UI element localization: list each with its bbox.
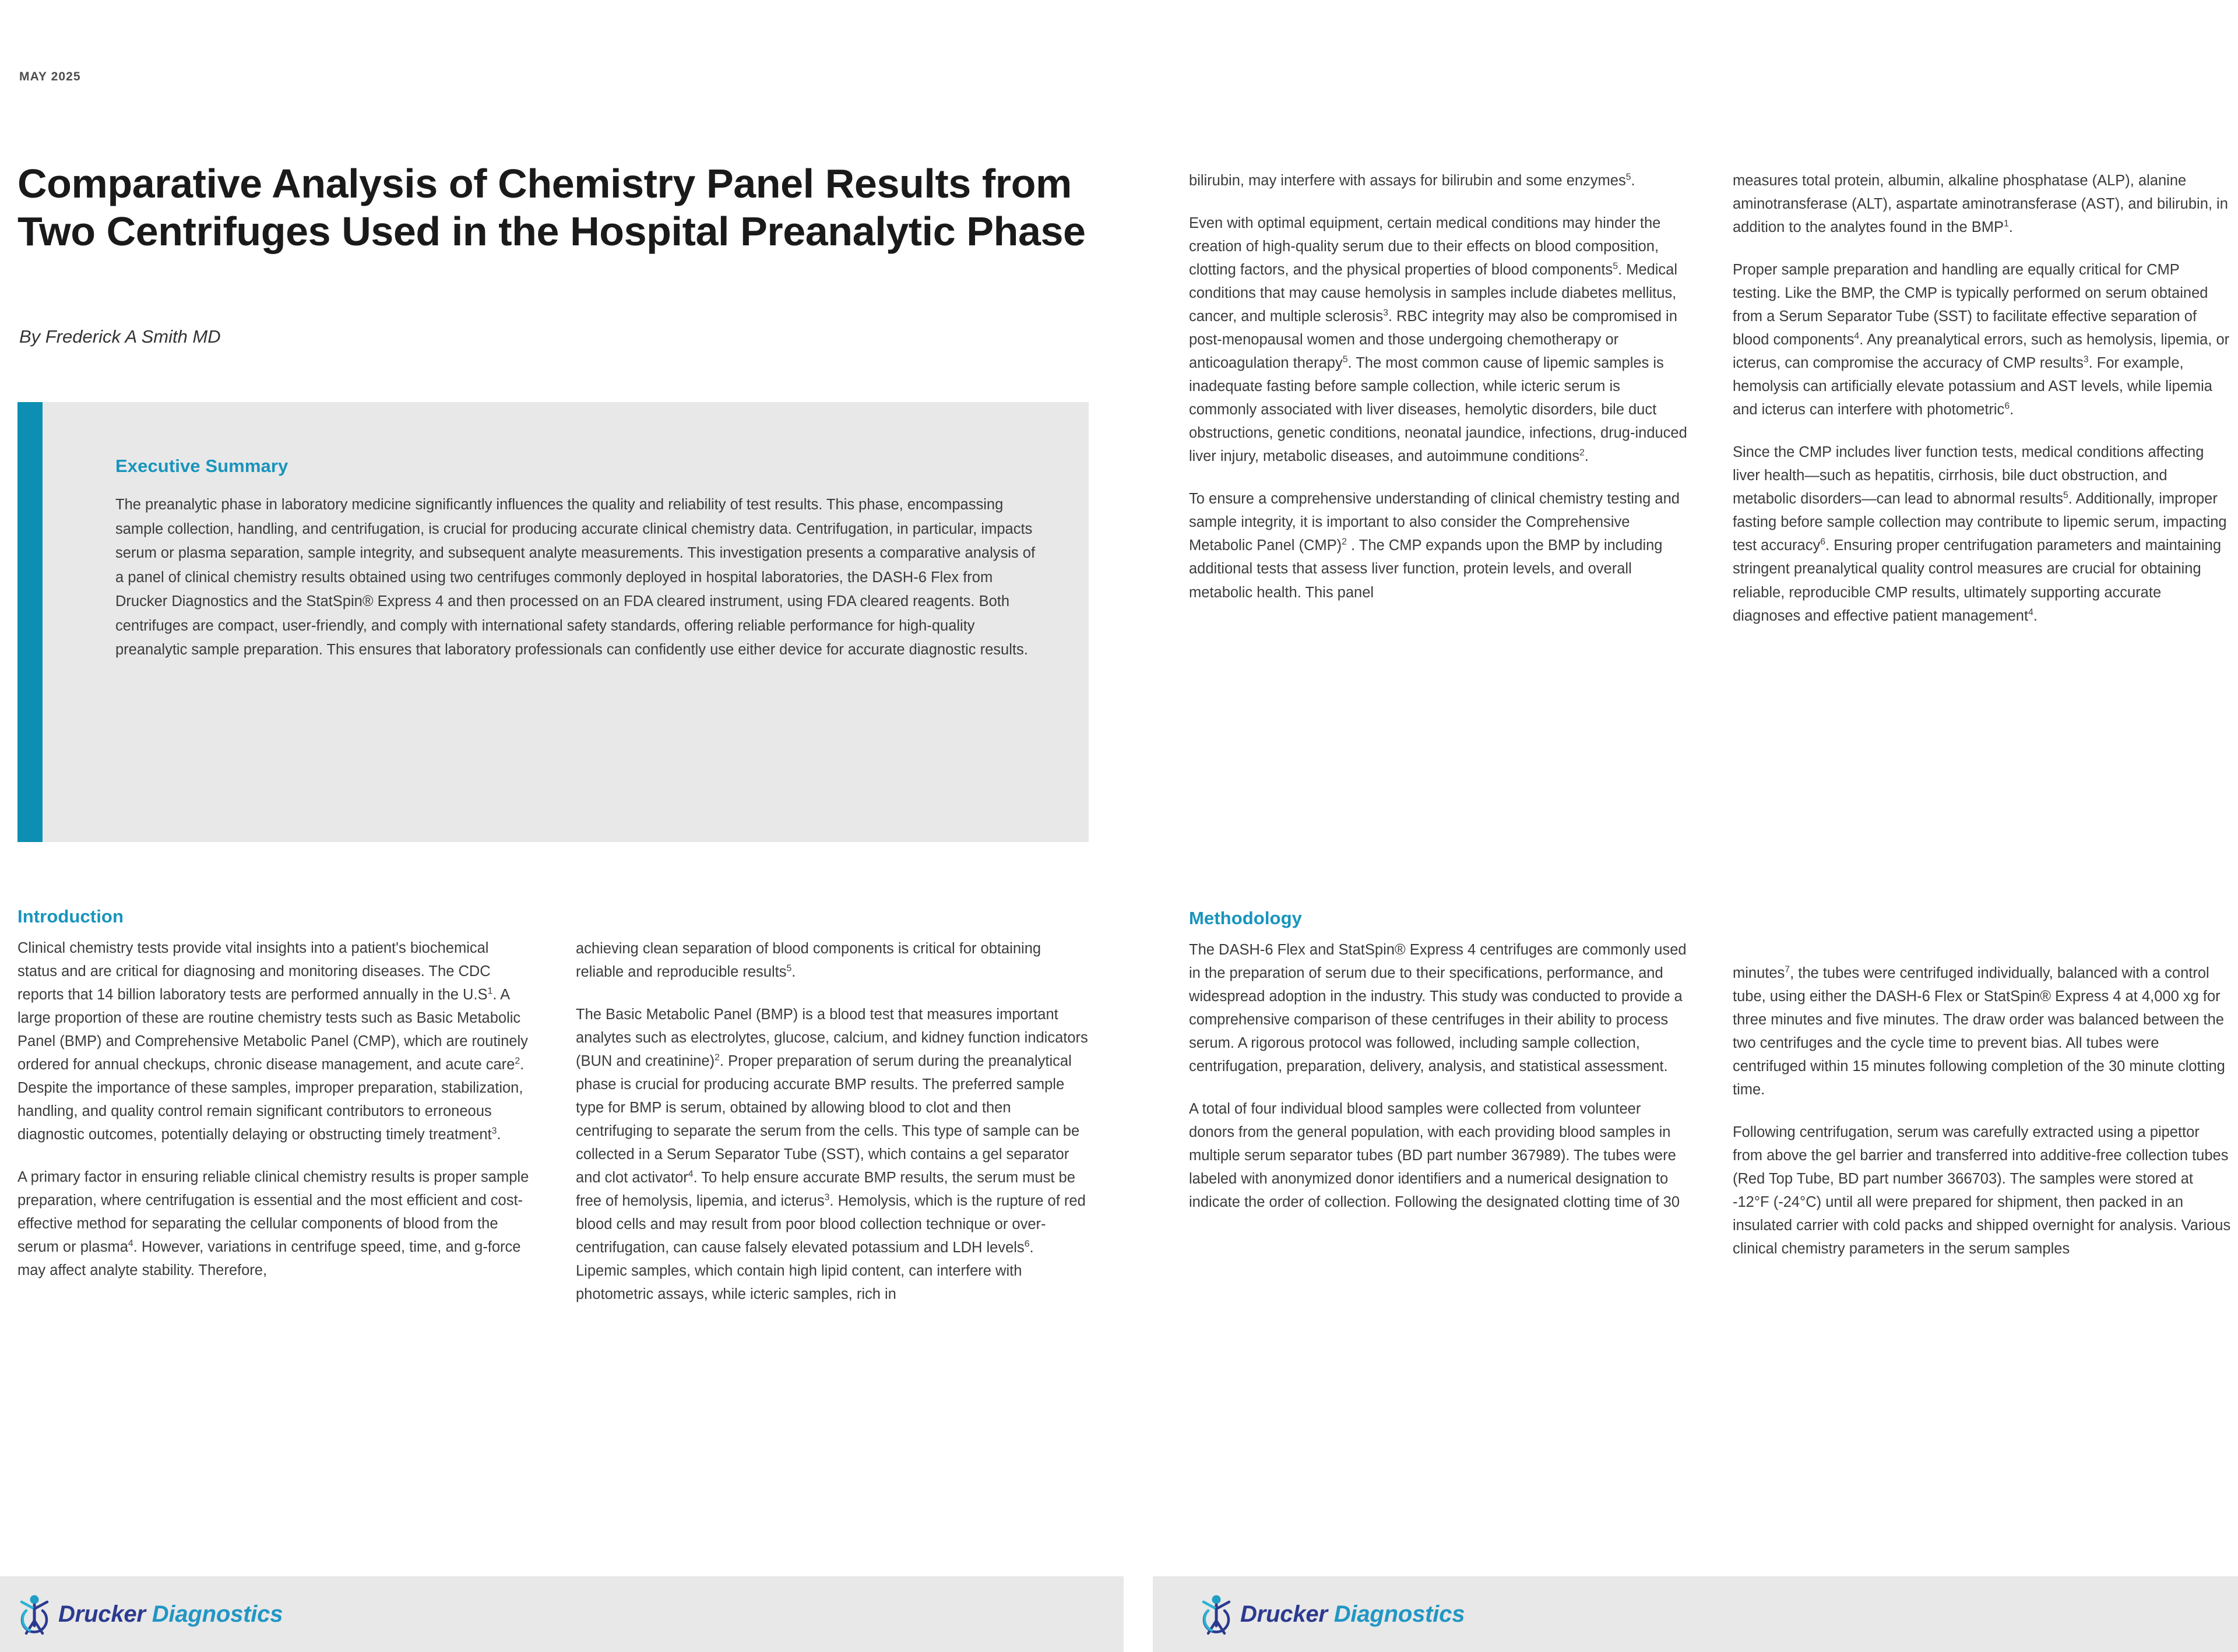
paragraph: Even with optimal equipment, certain medical conditions may hinder the creation of high-quality serum due to their effects on blood composition, clotting factors, and the physical properties of blood components$^5$. Medical conditions that may cause hemolysis in samples include diabetes mellitus, cancer, and multiple sclerosis$^3$. RBC integrity may also be compromised in post-menopausal women and those undergoing chemotherapy or anticoagulation therapy$^5$. The most common cause of lipemic samples is inadequate fasting before sample collection, while icteric serum is commonly associated with liver diseases, hemolytic disorders, bile duct obstructions, genetic conditions, neonatal jaundice, infections, drug-induced liver injury, metabolic diseases, and autoimmune conditions$^2$. [1189, 215, 1687, 465]
page-gutter [1124, 0, 1153, 1652]
section-heading-methodology: Methodology [1189, 908, 1302, 928]
paragraph: The Basic Metabolic Panel (BMP) is a blood test that measures important analytes such as electrolytes, glucose, calcium, and kidney function indicators (BUN and creatinine)$^2$. Proper preparation of serum during the preanalytical phase is crucial for producing accurate BMP results. The preferred sample type for BMP is serum, obtained by allowing blood to clot and then centrifuging to separate the serum from the cells. This type of sample can be collected in a Serum Separator Tube (SST), which contains a gel separator and clot activator$^4$. To help ensure accurate BMP results, the serum must be free of hemolysis, lipemia, and icterus$^3$. Hemolysis, which is the rupture of red blood cells and may result from poor blood collection technique or over-centrifugation, can cause falsely elevated potassium and LDH levels$^6$. Lipemic samples, which contain high lipid content, can interfere with photometric assays, while icteric samples, rich in [576, 1006, 1088, 1303]
paragraph: achieving clean separation of blood components is critical for obtaining reliable and reproducible results$^5$. [576, 941, 1041, 981]
executive-summary-text: The preanalytic phase in laboratory medicine significantly influences the quality and reliability of test results. This phase, encompassing sample collection, handling, and centrifugation, is crucial for producing accurate clinical chemistry data. Centrifugation, in particular, impacts serum or plasma separation, sample integrity, and subsequent analyte measurements. This investigation presents a comparative analysis of a panel of clinical chemistry results obtained using two centrifuges commonly deployed in hospital laboratories, the DASH-6 Flex from Drucker Diagnostics and the StatSpin® Express 4 and then processed on an FDA cleared instrument, using FDA cleared reagents. Both centrifuges are compact, user-friendly, and comply with international safety standards, offering reliable performance for high-quality preanalytic sample preparation. This ensures that laboratory professionals can confidently use either device for accurate diagnostic results. [115, 496, 1036, 658]
paragraph: To ensure a comprehensive understanding of clinical chemistry testing and sample integrity, it is important to also consider the Comprehensive Metabolic Panel (CMP)$^2$ . The CMP expands upon the BMP by including additional tests that assess liver function, protein levels, and overall metabolic health. This panel [1189, 491, 1680, 601]
paragraph: measures total protein, albumin, alkaline phosphatase (ALP), alanine aminotransferase (ALT), aspartate aminotransferase (AST), and bilirubin, in addition to the analytes found in the BMP$^1$. [1733, 172, 2228, 236]
page-1-footer [0, 1576, 1124, 1652]
brand-logo [1198, 1593, 1465, 1635]
methodology-column-2 [1733, 961, 2231, 1260]
callout-accent-bar [17, 402, 43, 842]
page-2 [1153, 0, 2238, 1652]
brand-logo [16, 1593, 283, 1635]
brand-logo-wordmark [58, 1601, 283, 1628]
paragraph: Proper sample preparation and handling are equally critical for CMP testing. Like the BMP, the CMP is typically performed on serum obtained from a Serum Separator Tube (SST) to facilitate effective separation of blood components$^4$. Any preanalytical errors, such as hemolysis, lipemia, or icterus, can compromise the accuracy of CMP results$^3$. For example, hemolysis can artificially elevate potassium and AST levels, while lipemia and icterus can interfere with photometric$^6$. [1733, 262, 2230, 418]
logo-word-drucker: Drucker [58, 1601, 146, 1627]
executive-summary-heading: Executive Summary [115, 456, 288, 476]
logo-word-drucker: Drucker [1240, 1601, 1328, 1627]
paragraph: Clinical chemistry tests provide vital insights into a patient's biochemical status and are critical for diagnosing and monitoring diseases. The CDC reports that 14 billion laboratory tests are performed annually in the $U.S^1$. A large proportion of these are routine chemistry tests such as Basic Metabolic Panel (BMP) and Comprehensive Metabolic Panel (CMP), which are routinely ordered for annual checkups, chronic disease management, and acute care$^2$. Despite the importance of these samples, improper preparation, stabilization, handling, and quality control remain significant contributors to erroneous diagnostic outcomes, potentially delaying or obstructing timely treatment$^3$. [17, 940, 528, 1143]
page2-column-2-top [1733, 169, 2231, 628]
logo-word-diagnostics: Diagnostics [1333, 1601, 1465, 1627]
page-2-footer [1153, 1576, 2238, 1652]
logo-word-diagnostics: Diagnostics [152, 1601, 283, 1627]
paragraph: Following centrifugation, serum was carefully extracted using a pipettor from above the gel barrier and transferred into additive-free collection tubes (Red Top Tube, BD part number 366703). The samples were stored at -12°F (-24°C) until all were prepared for shipment, then packed in an insulated carrier with cold packs and shipped overnight for analysis. Various clinical chemistry parameters in the serum samples [1733, 1124, 2231, 1258]
paragraph: minutes$^7$, the tubes were centrifuged individually, balanced with a control tube, using either the DASH-6 Flex or StatSpin® Express 4 at 4,000 xg for three minutes and five minutes. The draw order was balanced between the two centrifuges and the cycle time to prevent bias. All tubes were centrifuged within 15 minutes following completion of the 30 minute clotting time. [1733, 964, 2225, 1098]
callout-content [115, 456, 1037, 663]
executive-summary-callout [17, 402, 1089, 842]
paragraph: bilirubin, may interfere with assays for bilirubin and some enzymes$^5$. [1189, 172, 1635, 189]
issue-date: MAY 2025 [19, 70, 81, 83]
intro-column-1 [17, 906, 530, 1282]
page-2-body [1153, 0, 2238, 1576]
paragraph: A primary factor in ensuring reliable clinical chemistry results is proper sample preparation, where centrifugation is essential and the most efficient and cost-effective method for separating the cellular components of blood from the serum or plasma$^4$. However, variations in centrifuge speed, time, and g-force may affect analyte stability. Therefore, [17, 1169, 529, 1279]
section-heading-introduction: Introduction [17, 906, 124, 927]
methodology-column-1 [1189, 908, 1687, 1214]
page2-column-1-top [1189, 169, 1687, 604]
page-1-body [0, 0, 1124, 1576]
paragraph: The DASH-6 Flex and StatSpin® Express 4 centrifuges are commonly used in the preparation of serum due to their specifications, performance, and widespread adoption in the industry. This study was conducted to provide a comprehensive comparison of these centrifuges in their ability to process serum. A rigorous protocol was followed, including sample collection, centrifugation, preparation, delivery, analysis, and statistical assessment. [1189, 942, 1687, 1075]
brand-logo-wordmark [1240, 1601, 1465, 1628]
drucker-figure-icon [1198, 1593, 1234, 1635]
author-byline: By Frederick A Smith MD [19, 326, 221, 347]
drucker-figure-icon [16, 1593, 52, 1635]
page-title: Comparative Analysis of Chemistry Panel Results from Two Centrifuges Used in the Hospital Preanalytic Phase [17, 160, 1086, 254]
paragraph: A total of four individual blood samples were collected from volunteer donors from the general population, with each providing blood samples in multiple serum separator tubes (BD part number 367989). The tubes were labeled with anonymized donor identifiers and a numerical designation to indicate the order of collection. Following the designated clotting time of 30 [1189, 1101, 1680, 1211]
paragraph: Since the CMP includes liver function tests, medical conditions affecting liver health—such as hepatitis, cirrhosis, bile duct obstruction, and metabolic disorders—can lead to abnormal results$^5$. Additionally, improper fasting before sample collection may contribute to lipemic serum, impacting test accuracy$^6$. Ensuring proper centrifugation parameters and maintaining stringent preanalytical quality control measures are crucial for obtaining reliable, reproducible CMP results, ultimately supporting accurate diagnoses and effective patient management$^4$. [1733, 444, 2227, 624]
intro-column-2 [576, 937, 1089, 1306]
